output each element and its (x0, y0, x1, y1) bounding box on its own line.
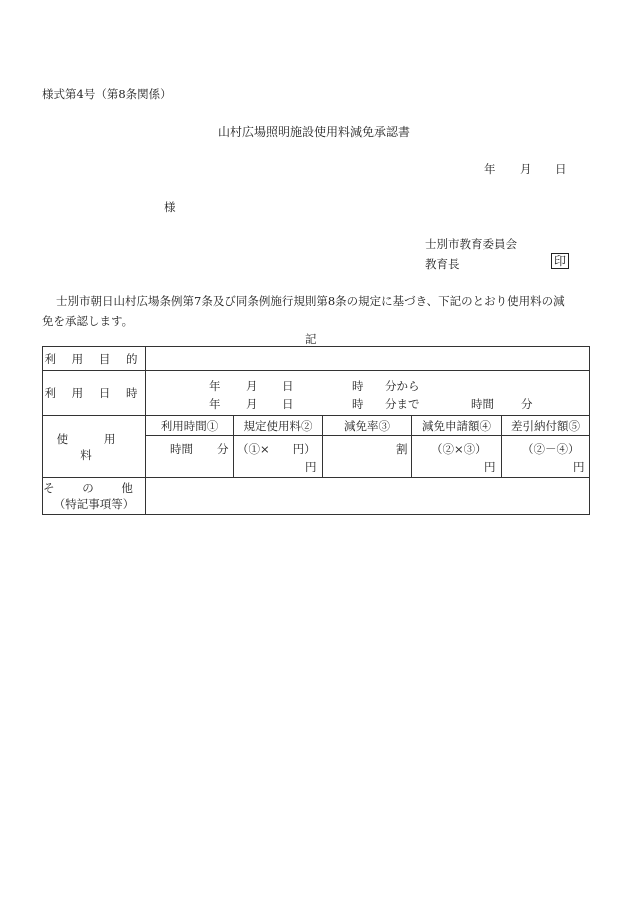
ki-heading: 記 (305, 332, 317, 346)
document-title: 山村広場照明施設使用料減免承認書 (218, 125, 411, 139)
c4-yen: 円 (484, 459, 496, 474)
fee-header-5: 差引納付額⑤ (502, 416, 590, 436)
c3-unit: 割 (396, 441, 408, 456)
issuer-org: 士別市教育委員会 (425, 237, 517, 251)
other-field[interactable] (146, 478, 590, 515)
fee-cell-payable-amount[interactable] (502, 436, 590, 478)
fee-header-4: 減免申請額④ (412, 416, 502, 436)
dt1-year: 年 (209, 378, 221, 393)
dt2-min: 分まで (385, 396, 420, 411)
c5-formula: （②－④） (522, 441, 580, 456)
date-day: 日 (555, 162, 567, 176)
dt2-hour: 時 (352, 396, 364, 411)
date-month: 月 (520, 162, 532, 176)
fee-header-3: 減免率③ (323, 416, 412, 436)
dt2-dur-hour: 時間 (471, 396, 494, 411)
datetime-label: 利 用 日 時 (43, 371, 146, 416)
dt2-dur-min: 分 (521, 396, 533, 411)
form-number: 様式第4号（第8条関係） (42, 87, 172, 101)
fee-label: 使 用 料 (43, 416, 146, 478)
dt2-day: 日 (282, 396, 294, 411)
c2-formula: （①× 円） (237, 441, 316, 456)
fee-table (42, 346, 590, 515)
issuer-title: 教育長 (425, 257, 460, 271)
date-year: 年 (484, 162, 496, 176)
c1-min: 分 (217, 441, 229, 456)
other-label (43, 478, 146, 515)
c1-hour: 時間 (170, 441, 193, 456)
c2-yen: 円 (305, 459, 317, 474)
datetime-field[interactable] (146, 371, 590, 416)
seal-stamp: 印 (551, 253, 569, 269)
fee-cell-standard-fee[interactable] (234, 436, 323, 478)
fee-cell-usage-time[interactable] (146, 436, 234, 478)
purpose-label: 利 用 目 的 (43, 347, 146, 371)
c4-formula: （②×③） (431, 441, 487, 456)
dt1-day: 日 (282, 378, 294, 393)
purpose-field[interactable] (146, 347, 590, 371)
addressee-suffix: 様 (164, 200, 176, 214)
other-label-sub: （特記事項等） (53, 497, 135, 511)
dt1-month: 月 (246, 378, 258, 393)
body-text-line2: 免を承認します。 (42, 314, 134, 328)
other-label-main: そ の 他 (43, 481, 145, 495)
fee-cell-reduction-amount[interactable] (412, 436, 502, 478)
fee-cell-reduction-rate[interactable] (323, 436, 412, 478)
dt2-month: 月 (246, 396, 258, 411)
c5-yen: 円 (573, 459, 585, 474)
fee-header-1: 利用時間① (146, 416, 234, 436)
fee-header-2: 規定使用料② (234, 416, 323, 436)
dt1-min: 分から (385, 378, 420, 393)
dt2-year: 年 (209, 396, 221, 411)
body-text-line1: 士別市朝日山村広場条例第7条及び同条例施行規則第8条の規定に基づき、下記のとおり使用料の減 (56, 294, 565, 308)
dt1-hour: 時 (352, 378, 364, 393)
